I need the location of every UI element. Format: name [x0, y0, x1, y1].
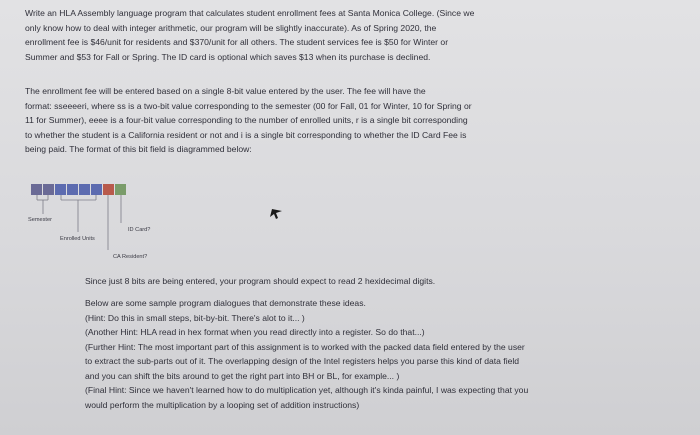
text-line: Below are some sample program dialogues that demonstrate these ideas.: [85, 298, 366, 308]
id-card-label: ID Card?: [128, 227, 151, 233]
text-line: enrollment fee is $46/unit for residents and $370/unit for all others. The student services fee is $50 for Winter or: [25, 37, 449, 47]
text-line: to whether the student is a California resident or not and i is a single bit corresponding to whether the ID Card Fee is: [25, 129, 467, 140]
enrolled-units-label: Enrolled Units: [60, 236, 95, 242]
text-line: format: sseeeeri, where ss is a two-bit value corresponding to the semester (00 for Fall, 01 for Winter, 10 for Spring or: [25, 100, 472, 111]
hex-digits-paragraph: [85, 274, 435, 289]
text-line: (Hint: Do this in small steps, bit-by-bit. There's alot to it... ): [85, 312, 305, 323]
text-line: 11 for Summer), eeee is a four-bit value corresponding to the number of enrolled units, r is a single bit corresponding: [25, 115, 468, 125]
text-line: Summer and $53 for Fall or Spring. The ID card is optional which saves $13 when its purchase is declined.: [25, 51, 431, 62]
text-line: Write an HLA Assembly language program that calculates student enrollment fees at Santa Monica College. (Since we: [25, 8, 475, 18]
text-line: and you can shift the bits around to get the right part into BH or BL, for example... ): [85, 370, 400, 381]
text-line: only know how to deal with integer arithmetic, our program will be slightly inaccurate). As of Spring 2020, the: [25, 22, 437, 33]
ca-resident-label: CA Resident?: [113, 254, 148, 260]
text-line: would perform the multiplication by a looping set of addition instructions): [85, 399, 360, 410]
text-line: The enrollment fee will be entered based on a single 8-bit value entered by the user. The fee will have the: [25, 86, 426, 96]
semester-label: Semester: [28, 217, 52, 223]
text-line: (Final Hint: Since we haven't learned how to do multiplication yet, although it's kinda painful, I was expecting that you: [85, 385, 529, 395]
hints-paragraph: [85, 296, 528, 412]
text-line: (Further Hint: The most important part of this assignment is to worked with the packed data field entered by the user: [85, 341, 525, 352]
mouse-cursor-icon: [270, 209, 282, 219]
text-line: being paid. The format of this bit field is diagrammed below:: [25, 144, 252, 154]
text-line: to extract the sub-parts out of it. The overlapping design of the Intel registers helps you parse this kind of data field: [85, 356, 520, 366]
text-line: Since just 8 bits are being entered, your program should expect to read 2 hexidecimal digits.: [85, 276, 436, 286]
text-line: (Another Hint: HLA read in hex format when you read directly into a register. So do that...): [85, 327, 425, 337]
